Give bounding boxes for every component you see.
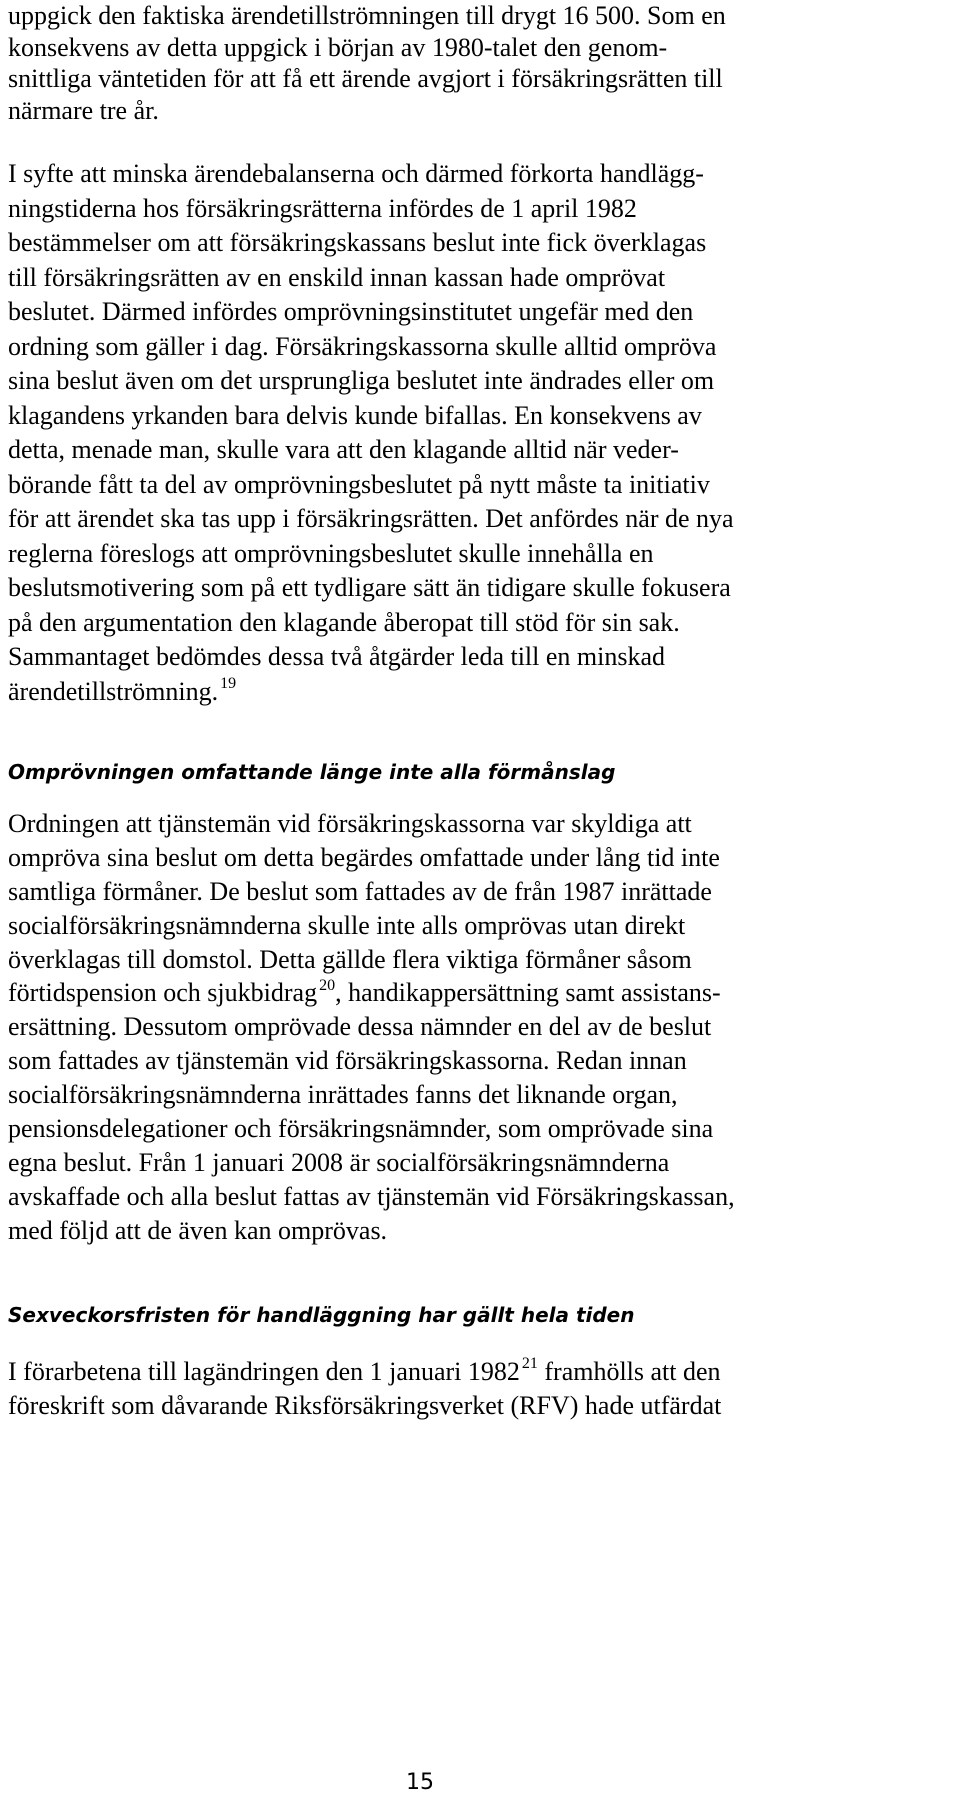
text-line: Ordningen att tjänstemän vid försäkringskassorna var skyldiga att: [8, 809, 692, 838]
text-line: till försäkringsrätten av en enskild innan kassan hade omprövat: [8, 262, 666, 292]
paragraph-reconsideration-1982: [8, 157, 734, 709]
text-line: sina beslut även om det ursprungliga beslutet inte ändrades eller om: [8, 366, 715, 395]
section-heading-six-week-deadline: Sexveckorsfristen för handläggning har gällt hela tiden: [8, 1303, 635, 1327]
text-line: ningstiderna hos försäkringsrätterna infördes de 1 april 1982: [8, 193, 637, 223]
text-line: bestämmelser om att försäkringskassans beslut inte fick överklagas: [8, 228, 707, 257]
paragraph-benefit-types: [8, 807, 735, 1248]
text-line: beslutsmotivering som på ett tydligare sätt än tidigare skulle fokusera: [8, 573, 731, 602]
paragraph-waiting-times: [8, 0, 726, 127]
text-segment: ärendetillströmning.: [8, 676, 219, 706]
text-line: föreskrift som dåvarande Riksförsäkringsverket (RFV) hade utfärdat: [8, 1391, 722, 1420]
text-line: som fattades av tjänstemän vid försäkringskassorna. Redan innan: [8, 1046, 687, 1076]
text-line: för att ärendet ska tas upp i försäkringsrätten. Det anfördes när de nya: [8, 504, 734, 533]
text-line: uppgick den faktiska ärendetillströmningen till drygt 16 500. Som en: [8, 1, 726, 30]
text-line: I syfte att minska ärendebalanserna och därmed förkorta handlägg-: [8, 159, 704, 188]
text-line: socialförsäkringsnämnderna inrättades fanns det liknande organ,: [8, 1080, 678, 1110]
text-line: klagandens yrkanden bara delvis kunde bifallas. En konsekvens av: [8, 400, 702, 430]
text-line: ompröva sina beslut om detta begärdes omfattade under lång tid inte: [8, 842, 720, 872]
page-number: 15: [406, 1770, 434, 1795]
text-line: på den argumentation den klagande åberopat till stöd för sin sak.: [8, 607, 680, 637]
section-heading-reconsideration-scope: Omprövningen omfattande länge inte alla förmånslag: [8, 760, 616, 784]
text-line: egna beslut. Från 1 januari 2008 är socialförsäkringsnämnderna: [8, 1147, 670, 1177]
text-line: närmare tre år.: [8, 96, 159, 126]
text-line: konsekvens av detta uppgick i början av 1980-talet den genom-: [8, 32, 668, 62]
text-line: med följd att de även kan omprövas.: [8, 1215, 388, 1245]
text-line: pensionsdelegationer och försäkringsnämnder, som omprövade sina: [8, 1114, 714, 1144]
text-line: [8, 976, 735, 1010]
text-line: Sammantaget bedömdes dessa två åtgärder leda till en minskad: [8, 642, 666, 671]
text-segment: , handikappersättning samt assistans-: [335, 978, 721, 1008]
text-line: [8, 1355, 721, 1389]
text-line: snittliga väntetiden för att få ett ärende avgjort i försäkringsrätten till: [8, 64, 723, 94]
text-line: beslutet. Därmed infördes omprövningsinstitutet ungefär med den: [8, 297, 694, 326]
footnote-ref-19[interactable]: 19: [220, 674, 237, 692]
text-line: reglerna föreslogs att omprövningsbeslutet skulle innehålla en: [8, 538, 654, 568]
text-line: överklagas till domstol. Detta gällde flera viktiga förmåner såsom: [8, 944, 692, 974]
text-line: samtliga förmåner. De beslut som fattades av de från 1987 inrättade: [8, 876, 712, 906]
text-line: socialförsäkringsnämnderna skulle inte alls omprövas utan direkt: [8, 910, 686, 940]
footnote-ref-21[interactable]: 21: [521, 1355, 538, 1373]
text-segment: framhölls att den: [537, 1357, 721, 1386]
text-line: detta, menade man, skulle vara att den klagande alltid när veder-: [8, 435, 679, 464]
text-line: ersättning. Dessutom omprövade dessa nämnder en del av de beslut: [8, 1012, 712, 1042]
text-line: ordning som gäller i dag. Försäkringskassorna skulle alltid ompröva: [8, 331, 717, 361]
text-line: [8, 675, 734, 710]
text-line: avskaffade och alla beslut fattas av tjänstemän vid Försäkringskassan,: [8, 1181, 735, 1211]
text-segment: I förarbetena till lagändringen den 1 januari 1982: [8, 1357, 520, 1386]
footnote-ref-20[interactable]: 20: [319, 976, 336, 994]
text-segment: förtidspension och sjukbidrag: [8, 978, 318, 1008]
text-line: börande fått ta del av omprövningsbeslutet på nytt måste ta initiativ: [8, 469, 710, 499]
paragraph-preparatory-works: [8, 1355, 721, 1423]
